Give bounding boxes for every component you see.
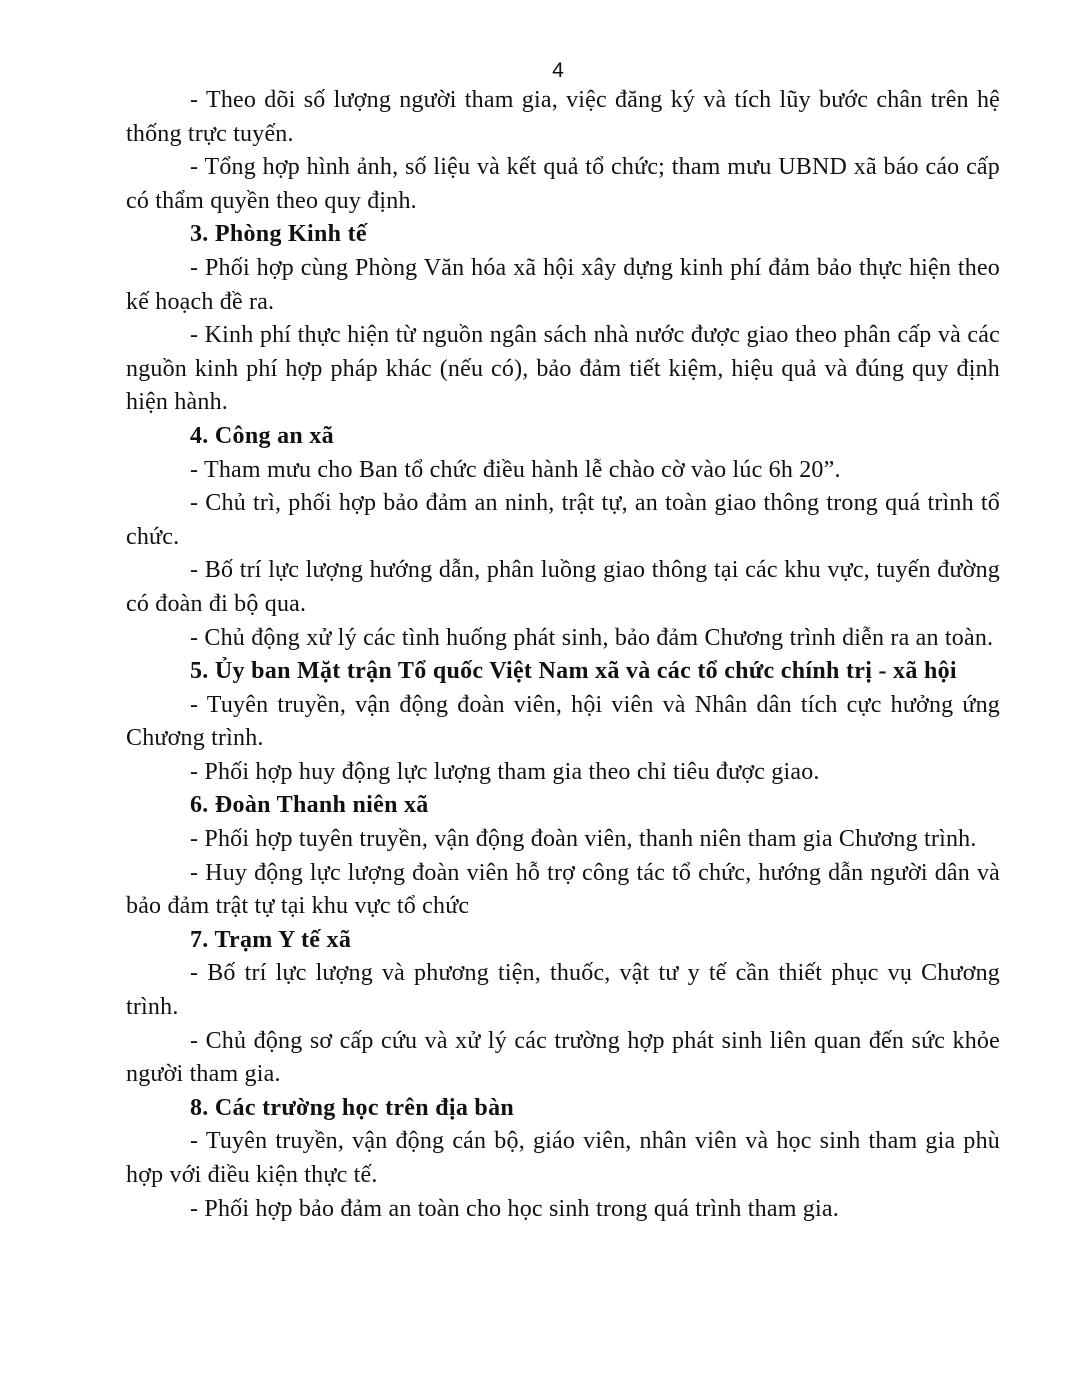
heading-youth-union: 6. Đoàn Thanh niên xã — [190, 792, 429, 819]
heading-economic-office: 3. Phòng Kinh tế — [190, 221, 367, 248]
heading-local-schools: 8. Các trường học trên địa bàn — [190, 1094, 515, 1121]
paragraph-security: - Chủ trì, phối hợp bảo đảm an ninh, trật tự, an toàn giao thông trong quá trình tổ chức. — [126, 490, 1000, 550]
page-number: 4 — [552, 59, 564, 82]
heading-health-station: 7. Trạm Y tế xã — [190, 926, 352, 953]
paragraph-first-aid: - Chủ động sơ cấp cứu và xử lý các trường hợp phát sinh liên quan đến sức khỏe người tham gia. — [126, 1027, 1000, 1088]
heading-commune-police: 4. Công an xã — [190, 422, 334, 449]
paragraph-tracking-participants: - Theo dõi số lượng người tham gia, việc đăng ký và tích lũy bước chân trên hệ thống trực tuyến. — [126, 87, 1000, 147]
paragraph-medical-supplies: - Bố trí lực lượng và phương tiện, thuốc, vật tư y tế cần thiết phục vụ Chương trình. — [126, 960, 1000, 1021]
paragraph-traffic-guidance: - Bố trí lực lượng hướng dẫn, phân luồng giao thông tại các khu vực, tuyến đường có đoàn đi bộ qua. — [126, 557, 1000, 617]
paragraph-school-mobilization: - Tuyên truyền, vận động cán bộ, giáo viên, nhân viên và học sinh tham gia phù hợp với điều kiện thực tế. — [126, 1128, 1000, 1188]
paragraph-participation-quota: - Phối hợp huy động lực lượng tham gia theo chỉ tiêu được giao. — [190, 758, 820, 785]
paragraph-mobilize-members: - Tuyên truyền, vận động đoàn viên, hội viên và Nhân dân tích cực hưởng ứng Chương trình. — [126, 691, 1000, 752]
paragraph-student-safety: - Phối hợp bảo đảm an toàn cho học sinh trong quá trình tham gia. — [190, 1195, 839, 1222]
paragraph-report-results: - Tổng hợp hình ảnh, số liệu và kết quả tổ chức; tham mưu UBND xã báo cáo cấp có thẩm quyền theo quy định. — [126, 154, 1000, 214]
paragraph-funding-sources: - Kinh phí thực hiện từ nguồn ngân sách nhà nước được giao theo phân cấp và các nguồn kinh phí hợp pháp khác (nếu có), bảo đảm tiết kiệm, hiệu quả và đúng quy định hiện hành. — [126, 322, 1000, 416]
heading-fatherland-front: 5. Ủy ban Mặt trận Tổ quốc Việt Nam xã và các tổ chức chính trị - xã hội — [190, 658, 957, 685]
paragraph-flag-ceremony: - Tham mưu cho Ban tổ chức điều hành lễ chào cờ vào lúc 6h 20”. — [190, 456, 841, 483]
paragraph-budget-coordination: - Phối hợp cùng Phòng Văn hóa xã hội xây dựng kinh phí đảm bảo thực hiện theo kế hoạch đề ra. — [126, 254, 1000, 315]
paragraph-youth-propaganda: - Phối hợp tuyên truyền, vận động đoàn viên, thanh niên tham gia Chương trình. — [190, 826, 977, 853]
paragraph-youth-support: - Huy động lực lượng đoàn viên hỗ trợ công tác tổ chức, hướng dẫn người dân và bảo đảm trật tự tại khu vực tổ chức — [126, 859, 1000, 920]
document-body — [126, 84, 1000, 1226]
paragraph-incident-handling: - Chủ động xử lý các tình huống phát sinh, bảo đảm Chương trình diễn ra an toàn. — [190, 624, 994, 651]
